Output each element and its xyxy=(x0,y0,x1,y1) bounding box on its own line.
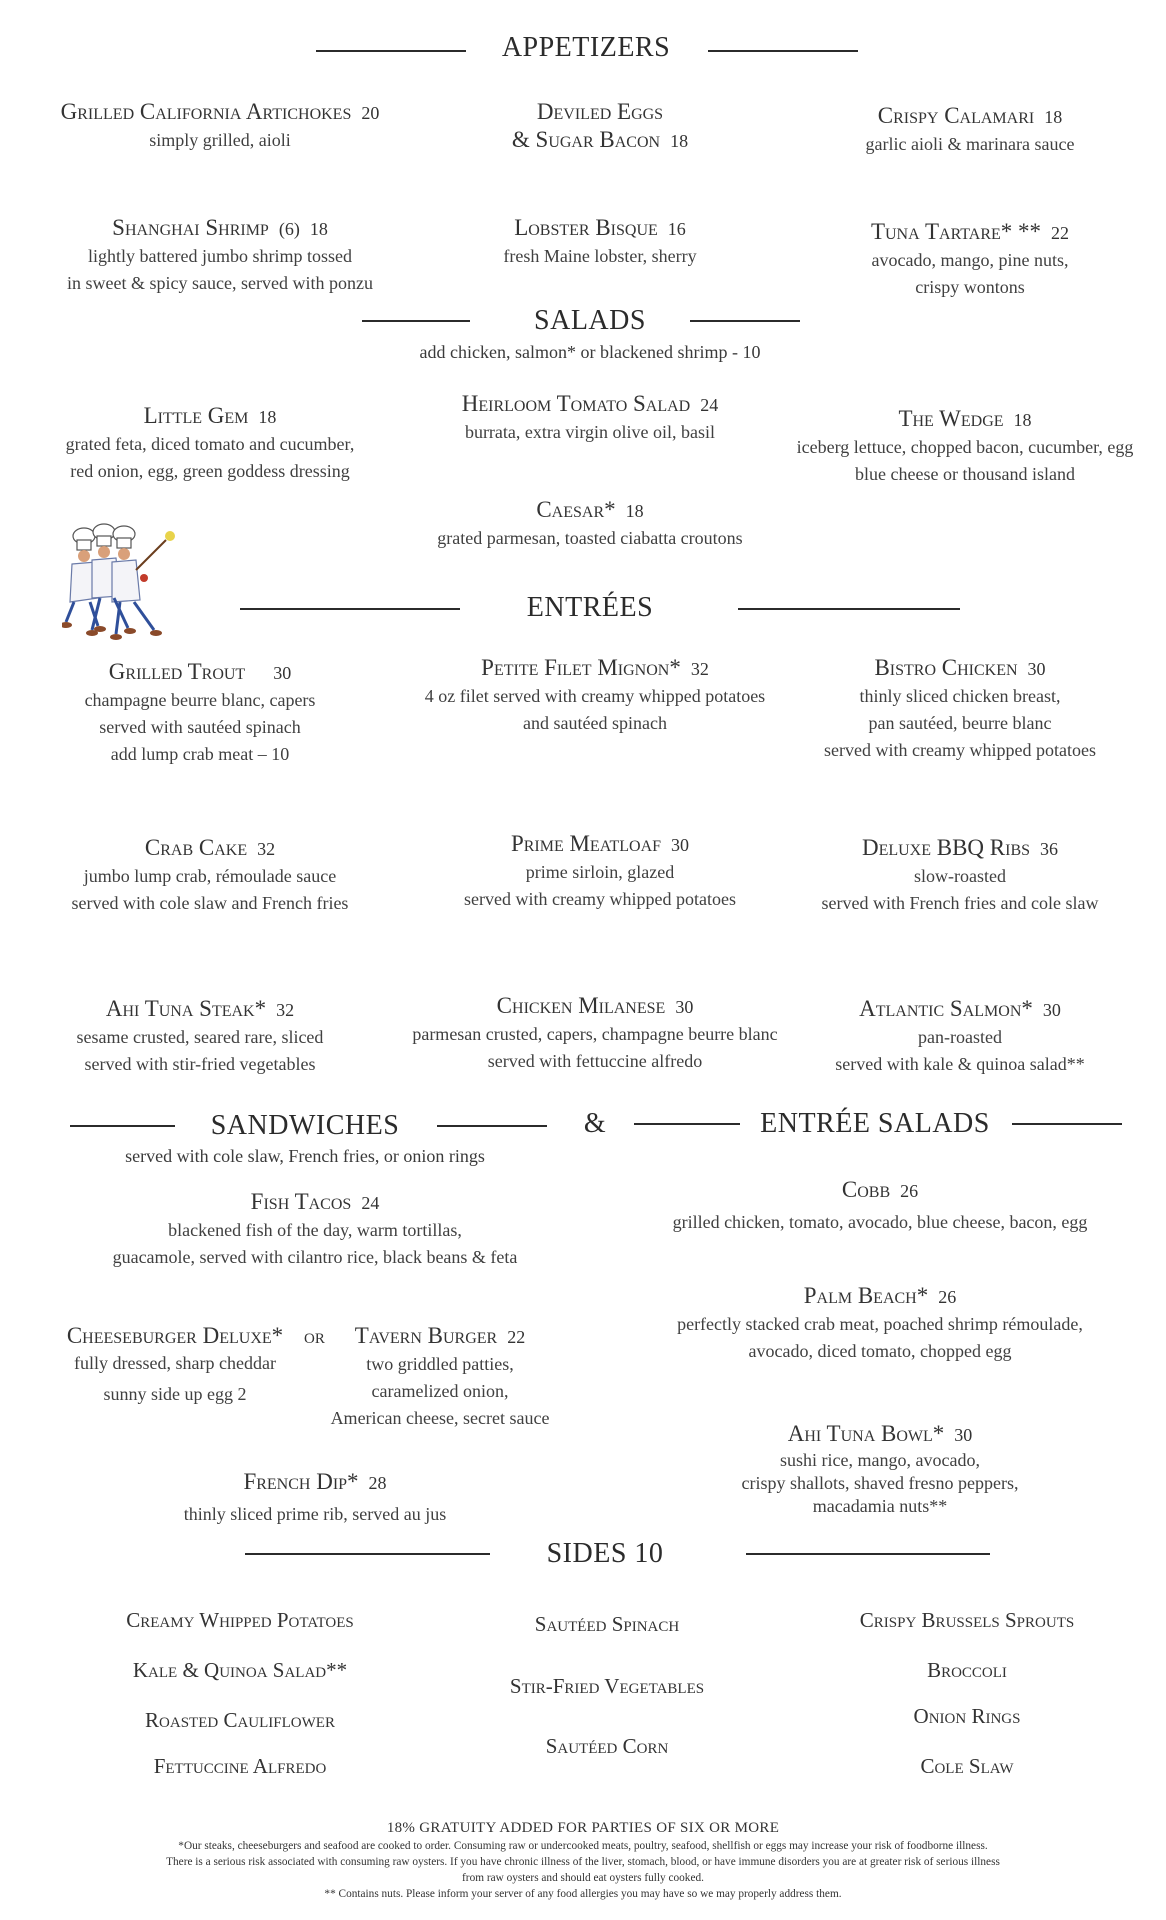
disclaimer-line: from raw oysters and should eat oysters fully cooked. xyxy=(462,1872,704,1884)
menu-item xyxy=(820,102,1120,158)
menu-item xyxy=(50,995,350,1078)
item-description: pan sautéed, beurre blanc xyxy=(868,713,1052,733)
item-name: Prime Meatloaf 30 xyxy=(510,831,690,856)
item-description: served with stir-fried vegetables xyxy=(84,1054,316,1074)
menu-item xyxy=(50,658,350,768)
item-name: Atlantic Salmon* 30 xyxy=(859,996,1061,1021)
menu-item xyxy=(50,1322,300,1408)
side-item: Sautéed Spinach xyxy=(534,1612,680,1636)
item-name: Grilled Trout 30 xyxy=(108,659,292,684)
item-description: pan-roasted xyxy=(918,1027,1002,1047)
side-item: Broccoli xyxy=(927,1658,1007,1682)
menu-item xyxy=(450,214,750,270)
item-description: thinly sliced chicken breast, xyxy=(859,686,1061,706)
divider-rule xyxy=(316,50,466,52)
item-name: Little Gem 18 xyxy=(143,403,277,428)
item-description: parmesan crusted, capers, champagne beurre blanc xyxy=(412,1024,778,1044)
menu-item xyxy=(640,1282,1120,1365)
item-description: burrata, extra virgin olive oil, basil xyxy=(464,422,716,442)
menu-item xyxy=(80,1188,550,1271)
item-name: Tavern Burger 22 xyxy=(354,1323,526,1348)
item-description: fully dressed, sharp cheddar xyxy=(74,1353,276,1373)
divider-rule xyxy=(70,1125,175,1127)
item-description: and sautéed spinach xyxy=(523,713,667,733)
disclaimer-line: There is a serious risk associated with consuming raw oysters. If you have chronic illness of the liver, stomach, blood, or have immune disorders you are at greater risk of serious illness xyxy=(166,1856,1000,1868)
menu-item xyxy=(10,402,410,485)
item-name: Ahi Tuna Steak* 32 xyxy=(105,996,295,1021)
item-name: Caesar* 18 xyxy=(536,497,644,522)
item-description: 4 oz filet served with creamy whipped potatoes xyxy=(424,686,766,706)
menu-item xyxy=(0,98,440,154)
side-item: Fettuccine Alfredo xyxy=(153,1754,327,1778)
menu-item xyxy=(390,496,790,552)
item-description: simply grilled, aioli xyxy=(149,130,291,150)
item-description: sushi rice, mango, avocado, xyxy=(780,1450,980,1470)
section-title-sides: SIDES 10 xyxy=(546,1538,664,1569)
item-description: crispy wontons xyxy=(915,277,1025,297)
menu-item xyxy=(440,830,760,913)
divider-rule xyxy=(362,320,470,322)
item-name: Petite Filet Mignon* 32 xyxy=(481,655,709,680)
menu-item xyxy=(770,405,1160,488)
sandwiches-side-note: served with cole slaw, French fries, or onion rings xyxy=(125,1146,485,1166)
side-item: Sautéed Corn xyxy=(545,1734,669,1758)
chefs-illustration xyxy=(62,518,192,648)
divider-rule xyxy=(240,608,460,610)
section-title-sandwiches: SANDWICHES xyxy=(210,1110,400,1141)
item-description: red onion, egg, green goddess dressing xyxy=(70,461,350,481)
item-name: Deluxe BBQ Ribs 36 xyxy=(861,835,1059,860)
item-description: in sweet & spicy sauce, served with ponzu xyxy=(67,273,373,293)
menu-item xyxy=(390,654,800,737)
item-name: The Wedge 18 xyxy=(898,406,1032,431)
gratuity-note: 18% GRATUITY ADDED FOR PARTIES OF SIX OR MORE xyxy=(386,1820,780,1836)
item-description: thinly sliced prime rib, served au jus xyxy=(183,1504,447,1524)
menu-item xyxy=(140,1468,490,1528)
side-item: Kale & Quinoa Salad** xyxy=(132,1658,348,1682)
divider-rule xyxy=(746,1553,990,1555)
item-name: French Dip* 28 xyxy=(243,1469,387,1494)
item-description: grated feta, diced tomato and cucumber, xyxy=(65,434,355,454)
item-description: guacamole, served with cilantro rice, black beans & feta xyxy=(112,1247,518,1267)
ampersand: & xyxy=(583,1108,607,1139)
item-description: served with fettuccine alfredo xyxy=(487,1051,703,1071)
item-description: iceberg lettuce, chopped bacon, cucumber, egg xyxy=(796,437,1134,457)
side-item: Roasted Cauliflower xyxy=(145,1708,335,1732)
item-description: perfectly stacked crab meat, poached shrimp rémoulade, xyxy=(677,1314,1083,1334)
menu-item xyxy=(390,992,800,1075)
item-description: served with creamy whipped potatoes xyxy=(824,740,1096,760)
item-description: fresh Maine lobster, sherry xyxy=(503,246,697,266)
side-item: Cole Slaw xyxy=(920,1754,1014,1778)
item-description: jumbo lump crab, rémoulade sauce xyxy=(83,866,337,886)
item-description: lightly battered jumbo shrimp tossed xyxy=(88,246,352,266)
item-description: blackened fish of the day, warm tortillas, xyxy=(168,1220,462,1240)
item-description: crispy shallots, shaved fresno peppers, xyxy=(741,1473,1019,1493)
item-name: Cheeseburger Deluxe* xyxy=(66,1323,284,1348)
allergy-note: ** Contains nuts. Please inform your server of any food allergies you may have so we may properly address them. xyxy=(324,1888,842,1900)
item-description: caramelized onion, xyxy=(371,1381,509,1401)
item-name: Shanghai Shrimp (6) 18 xyxy=(112,215,328,240)
item-description: grilled chicken, tomato, avocado, blue cheese, bacon, egg xyxy=(672,1212,1088,1232)
item-description: served with creamy whipped potatoes xyxy=(464,889,736,909)
item-description: prime sirloin, glazed xyxy=(525,862,675,882)
item-description: champagne beurre blanc, capers xyxy=(84,690,316,710)
item-name: Tuna Tartare* ** 22 xyxy=(870,219,1070,244)
section-title-entrees: ENTRÉES xyxy=(526,592,654,623)
item-name-line2: & Sugar Bacon 18 xyxy=(511,127,689,152)
salads-addon-note: add chicken, salmon* or blackened shrimp - 10 xyxy=(419,342,761,362)
side-item: Crispy Brussels Sprouts xyxy=(859,1608,1075,1632)
divider-rule xyxy=(708,50,858,52)
item-description: slow-roasted xyxy=(914,866,1006,886)
item-name: Chicken Milanese 30 xyxy=(496,993,694,1018)
menu-item xyxy=(700,1420,1060,1518)
menu-item xyxy=(820,218,1120,301)
or-label: or xyxy=(304,1324,325,1348)
menu-item xyxy=(430,98,770,155)
item-description: served with French fries and cole slaw xyxy=(821,893,1099,913)
item-description: served with kale & quinoa salad** xyxy=(835,1054,1085,1074)
menu-item xyxy=(810,654,1110,764)
divider-rule xyxy=(738,608,960,610)
item-name: Bistro Chicken 30 xyxy=(874,655,1046,680)
item-name: Crab Cake 32 xyxy=(144,835,276,860)
menu-item xyxy=(810,834,1110,917)
item-description: served with sautéed spinach xyxy=(99,717,301,737)
menu-item xyxy=(810,995,1110,1078)
side-item: Stir-Fried Vegetables xyxy=(509,1674,705,1698)
item-description: served with cole slaw and French fries xyxy=(71,893,349,913)
item-name: Cobb 26 xyxy=(841,1177,919,1202)
menu-item xyxy=(640,1176,1120,1236)
section-title-entree-salads: ENTRÉE SALADS xyxy=(760,1108,990,1139)
item-description: American cheese, secret sauce xyxy=(330,1408,550,1428)
item-name: Lobster Bisque 16 xyxy=(514,215,686,240)
menu-item xyxy=(20,214,420,297)
item-name: Deviled Eggs xyxy=(536,99,664,124)
item-description: sunny side up egg 2 xyxy=(103,1384,247,1404)
item-description: blue cheese or thousand island xyxy=(855,464,1075,484)
item-description: two griddled patties, xyxy=(366,1354,514,1374)
item-description: macadamia nuts** xyxy=(812,1496,948,1516)
item-description: garlic aioli & marinara sauce xyxy=(865,134,1075,154)
item-description: avocado, diced tomato, chopped egg xyxy=(748,1341,1012,1361)
item-name: Palm Beach* 26 xyxy=(803,1283,957,1308)
disclaimer-line: *Our steaks, cheeseburgers and seafood are cooked to order. Consuming raw or undercooked meats, poultry, seafood, shellfish or eggs may increase your risk of foodborne illness. xyxy=(178,1840,988,1852)
item-name: Heirloom Tomato Salad 24 xyxy=(461,391,719,416)
item-name: Fish Tacos 24 xyxy=(250,1189,380,1214)
item-description: add lump crab meat – 10 xyxy=(110,744,290,764)
side-item: Onion Rings xyxy=(913,1704,1021,1728)
item-name: Grilled California Artichokes 20 xyxy=(60,99,380,124)
menu-item xyxy=(420,390,760,446)
side-item: Creamy Whipped Potatoes xyxy=(126,1608,354,1632)
divider-rule xyxy=(245,1553,490,1555)
divider-rule xyxy=(634,1123,740,1125)
item-name: Ahi Tuna Bowl* 30 xyxy=(787,1421,973,1446)
section-title-salads: SALADS xyxy=(534,305,646,336)
divider-rule xyxy=(690,320,800,322)
divider-rule xyxy=(1012,1123,1122,1125)
divider-rule xyxy=(437,1125,547,1127)
item-description: avocado, mango, pine nuts, xyxy=(871,250,1069,270)
item-description: grated parmesan, toasted ciabatta croutons xyxy=(437,528,743,548)
menu-item xyxy=(320,1322,560,1432)
menu-item xyxy=(50,834,370,917)
item-name: Crispy Calamari 18 xyxy=(877,103,1063,128)
item-description: sesame crusted, seared rare, sliced xyxy=(76,1027,324,1047)
section-title-appetizers: APPETIZERS xyxy=(501,32,671,63)
